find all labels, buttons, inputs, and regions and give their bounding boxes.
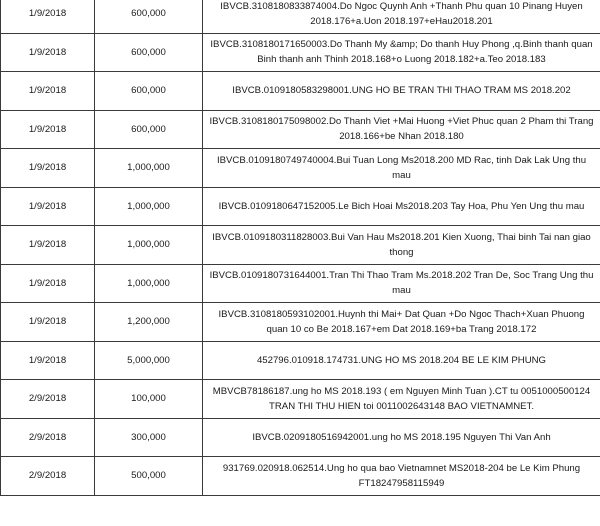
description-cell: IBVCB.0109180749740004.Bui Tuan Long Ms2018.200 MD Rac, tinh Dak Lak Ung thu mau bbox=[203, 149, 600, 188]
date-cell: 1/9/2018 bbox=[1, 72, 95, 111]
amount-cell: 600,000 bbox=[95, 33, 203, 72]
table-row bbox=[1, 226, 600, 265]
date-cell: 2/9/2018 bbox=[1, 457, 95, 496]
description-cell: IBVCB.3108180175098002.Do Thanh Viet +Mai Huong +Viet Phuc quan 2 Pham thi Trang 2018.166+be Nhan 2018.180 bbox=[203, 110, 600, 149]
table-row bbox=[1, 33, 600, 72]
description-cell: IBVCB.3108180833874004.Do Ngoc Quynh Anh +Thanh Phu quan 10 Pinang Huyen 2018.176+a.Uon 2018.197+eHau2018.201 bbox=[203, 0, 600, 33]
date-cell: 1/9/2018 bbox=[1, 303, 95, 342]
description-cell: IBVCB.3108180171650003.Do Thanh My &amp; Do thanh Huy Phong ,q.Binh thanh quan Binh thanh anh Thinh 2018.168+o Luong 2018.182+a.Teo 2018.183 bbox=[203, 33, 600, 72]
description-cell: 931769.020918.062514.Ung ho qua bao Vietnamnet MS2018-204 be Le Kim Phung FT18247958115949 bbox=[203, 457, 600, 496]
amount-cell: 1,000,000 bbox=[95, 149, 203, 188]
description-cell: IBVCB.0109180583298001.UNG HO BE TRAN THI THAO TRAM MS 2018.202 bbox=[203, 72, 600, 111]
amount-cell: 600,000 bbox=[95, 72, 203, 111]
table-row bbox=[1, 149, 600, 188]
description-cell: 452796.010918.174731.UNG HO MS 2018.204 BE LE KIM PHUNG bbox=[203, 341, 600, 380]
amount-cell: 600,000 bbox=[95, 0, 203, 33]
table-row bbox=[1, 418, 600, 457]
description-cell: IBVCB.3108180593102001.Huynh thi Mai+ Dat Quan +Do Ngoc Thach+Xuan Phuong quan 10 co Be 2018.167+em Dat 2018.169+ba Trang 2018.172 bbox=[203, 303, 600, 342]
description-cell: IBVCB.0109180731644001.Tran Thi Thao Tram Ms.2018.202 Tran De, Soc Trang Ung thu mau bbox=[203, 264, 600, 303]
date-cell: 1/9/2018 bbox=[1, 0, 95, 33]
description-cell: IBVCB.0209180516942001.ung ho MS 2018.195 Nguyen Thi Van Anh bbox=[203, 418, 600, 457]
description-cell: MBVCB78186187.ung ho MS 2018.193 ( em Nguyen Minh Tuan ).CT tu 0051000500124 TRAN THI THU HIEN toi 0011002643148 BAO VIETNAMNET. bbox=[203, 380, 600, 419]
table-row bbox=[1, 264, 600, 303]
table-row bbox=[1, 303, 600, 342]
table-row bbox=[1, 341, 600, 380]
amount-cell: 5,000,000 bbox=[95, 341, 203, 380]
amount-cell: 1,200,000 bbox=[95, 303, 203, 342]
amount-cell: 100,000 bbox=[95, 380, 203, 419]
table-row bbox=[1, 187, 600, 226]
date-cell: 1/9/2018 bbox=[1, 341, 95, 380]
table-row bbox=[1, 457, 600, 496]
table-row bbox=[1, 0, 600, 33]
amount-cell: 1,000,000 bbox=[95, 226, 203, 265]
table-row bbox=[1, 110, 600, 149]
amount-cell: 1,000,000 bbox=[95, 264, 203, 303]
date-cell: 2/9/2018 bbox=[1, 418, 95, 457]
date-cell: 2/9/2018 bbox=[1, 380, 95, 419]
amount-cell: 1,000,000 bbox=[95, 187, 203, 226]
date-cell: 1/9/2018 bbox=[1, 264, 95, 303]
description-cell: IBVCB.0109180311828003.Bui Van Hau Ms2018.201 Kien Xuong, Thai binh Tai nan giao thong bbox=[203, 226, 600, 265]
amount-cell: 600,000 bbox=[95, 110, 203, 149]
table-row bbox=[1, 72, 600, 111]
amount-cell: 300,000 bbox=[95, 418, 203, 457]
date-cell: 1/9/2018 bbox=[1, 149, 95, 188]
date-cell: 1/9/2018 bbox=[1, 110, 95, 149]
description-cell: IBVCB.0109180647152005.Le Bich Hoai Ms2018.203 Tay Hoa, Phu Yen Ung thu mau bbox=[203, 187, 600, 226]
date-cell: 1/9/2018 bbox=[1, 33, 95, 72]
table-row bbox=[1, 380, 600, 419]
date-cell: 1/9/2018 bbox=[1, 226, 95, 265]
date-cell: 1/9/2018 bbox=[1, 187, 95, 226]
amount-cell: 500,000 bbox=[95, 457, 203, 496]
donation-table-body bbox=[1, 0, 600, 495]
